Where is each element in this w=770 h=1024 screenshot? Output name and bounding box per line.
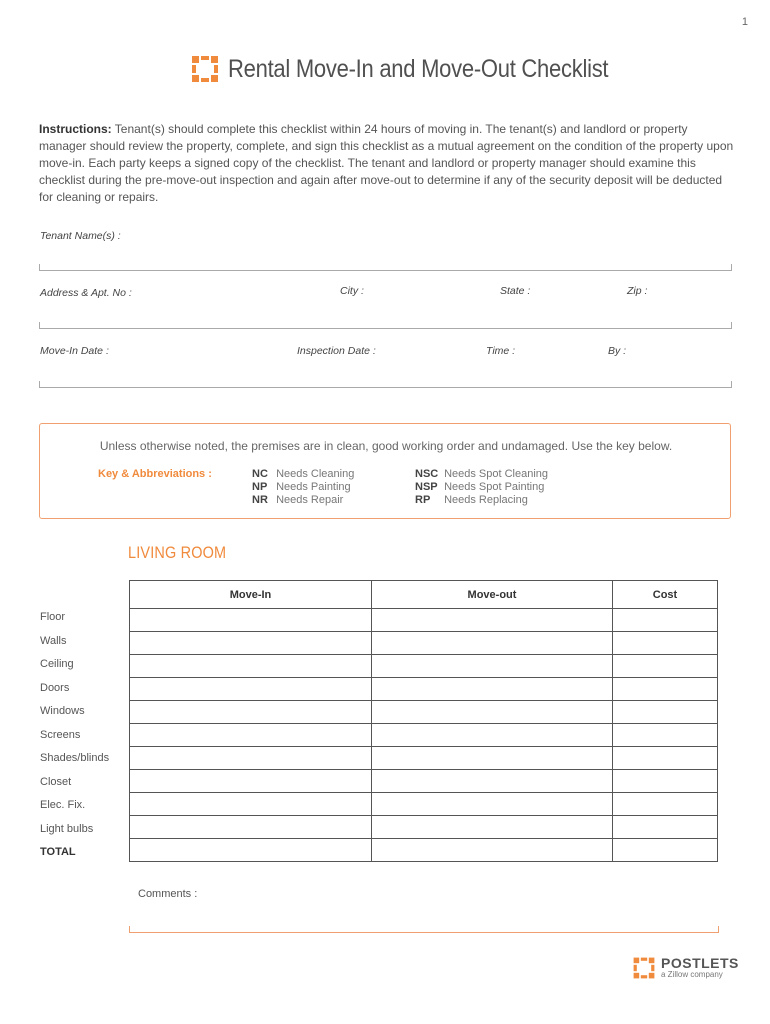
move-out-cell[interactable] — [372, 793, 613, 816]
cost-cell[interactable] — [613, 678, 718, 701]
row-label-ceiling: Ceiling — [40, 658, 74, 670]
cost-cell[interactable] — [613, 655, 718, 678]
move-out-cell[interactable] — [372, 701, 613, 724]
move-in-date-label: Move-In Date : — [40, 345, 109, 357]
footer-tagline: a Zillow company — [661, 970, 723, 979]
move-out-cell[interactable] — [372, 678, 613, 701]
inspection-date-label: Inspection Date : — [297, 345, 376, 357]
key-intro: Unless otherwise noted, the premises are in clean, good working order and undamaged. Use the key below. — [99, 439, 673, 453]
key-desc: Needs Cleaning — [276, 468, 355, 480]
cost-cell[interactable] — [613, 816, 718, 839]
cost-cell[interactable] — [613, 747, 718, 770]
row-label-total: TOTAL — [40, 846, 76, 858]
table-row — [130, 609, 718, 632]
key-desc: Needs Painting — [276, 481, 351, 493]
move-in-cell[interactable] — [130, 701, 372, 724]
table-row — [130, 770, 718, 793]
page-title: Rental Move-In and Move-Out Checklist — [228, 54, 609, 83]
table-row — [130, 793, 718, 816]
key-abbr: NSP — [415, 481, 438, 493]
cost-cell[interactable] — [613, 724, 718, 747]
instructions-label: Instructions: — [39, 122, 112, 136]
key-desc: Needs Repair — [276, 494, 344, 506]
row-label-light-bulbs: Light bulbs — [40, 823, 94, 835]
move-in-cell[interactable] — [130, 770, 372, 793]
key-desc: Needs Spot Cleaning — [444, 468, 549, 480]
comments-field[interactable] — [129, 926, 719, 933]
move-out-cell[interactable] — [372, 839, 613, 862]
key-desc: Needs Replacing — [444, 494, 528, 506]
address-field[interactable] — [39, 322, 732, 329]
footer-brand: POSTLETS — [661, 955, 739, 971]
section-title-living-room: LIVING ROOM — [128, 543, 227, 562]
key-desc: Needs Spot Painting — [444, 481, 545, 493]
by-label: By : — [608, 345, 627, 357]
comments-label: Comments : — [138, 888, 198, 900]
row-label-windows: Windows — [40, 705, 85, 717]
time-label: Time : — [486, 345, 516, 357]
table-row — [130, 747, 718, 770]
instructions-paragraph — [39, 121, 735, 206]
column-header-move-in: Move-In — [130, 581, 372, 609]
row-label-walls: Walls — [40, 635, 67, 647]
table-row — [130, 816, 718, 839]
move-out-cell[interactable] — [372, 632, 613, 655]
cost-cell[interactable] — [613, 632, 718, 655]
footer-text — [661, 956, 739, 980]
row-label-shades-blinds: Shades/blinds — [40, 752, 110, 764]
key-item — [252, 481, 354, 494]
cost-cell[interactable] — [613, 701, 718, 724]
zip-label: Zip : — [627, 285, 648, 297]
move-in-cell[interactable] — [130, 747, 372, 770]
tenant-names-label: Tenant Name(s) : — [40, 230, 121, 242]
column-header-cost: Cost — [613, 581, 718, 609]
key-heading: Key & Abbreviations : — [98, 468, 212, 480]
move-in-cell[interactable] — [130, 724, 372, 747]
move-in-cell[interactable] — [130, 839, 372, 862]
row-label-screens: Screens — [40, 729, 81, 741]
key-abbr: RP — [415, 494, 431, 506]
move-out-cell[interactable] — [372, 770, 613, 793]
key-box — [39, 423, 731, 519]
move-out-cell[interactable] — [372, 724, 613, 747]
page-number: 1 — [741, 16, 748, 28]
postlets-logo-icon — [190, 54, 220, 84]
column-header-move-out: Move-out — [372, 581, 613, 609]
move-in-cell[interactable] — [130, 793, 372, 816]
key-item — [415, 481, 548, 494]
cost-cell[interactable] — [613, 793, 718, 816]
footer-logo — [632, 956, 739, 980]
key-abbr: NP — [252, 481, 268, 493]
city-label: City : — [340, 285, 364, 297]
table-row — [130, 655, 718, 678]
key-item — [415, 494, 548, 507]
table-row-total — [130, 839, 718, 862]
instructions-text: Tenant(s) should complete this checklist within 24 hours of moving in. The tenant(s) and landlord or property manager should review the property, complete, and sign this checklist as a mutual agreement on the condition of the property upon move-in. Each party keeps a signed copy of the checklist. The tenant and landlord or property manager should examine this checklist during the pre-move-out inspection and again after move-out to determine if any of the security deposit will be deducted for cleaning or repairs. — [39, 122, 734, 204]
cost-cell[interactable] — [613, 609, 718, 632]
move-in-cell[interactable] — [130, 655, 372, 678]
row-label-closet: Closet — [40, 776, 72, 788]
move-out-cell[interactable] — [372, 609, 613, 632]
postlets-footer-icon — [632, 956, 656, 980]
table-row — [130, 701, 718, 724]
key-abbr: NR — [252, 494, 268, 506]
cost-cell[interactable] — [613, 839, 718, 862]
row-label-elec-fix: Elec. Fix. — [40, 799, 86, 811]
date-field[interactable] — [39, 381, 732, 388]
key-abbr: NSC — [415, 468, 439, 480]
cost-cell[interactable] — [613, 770, 718, 793]
address-label: Address & Apt. No : — [40, 287, 132, 299]
key-item — [252, 494, 354, 507]
table-row — [130, 632, 718, 655]
title-block — [190, 54, 660, 84]
table-row — [130, 678, 718, 701]
move-in-cell[interactable] — [130, 609, 372, 632]
row-label-floor: Floor — [40, 611, 66, 623]
key-column-right — [415, 468, 548, 507]
state-label: State : — [500, 285, 531, 297]
key-item — [415, 468, 548, 481]
move-out-cell[interactable] — [372, 816, 613, 839]
tenant-names-field[interactable] — [39, 264, 732, 271]
move-out-cell[interactable] — [372, 655, 613, 678]
table-row — [130, 724, 718, 747]
move-in-cell[interactable] — [130, 678, 372, 701]
key-column-left — [252, 468, 354, 507]
move-in-cell[interactable] — [130, 816, 372, 839]
row-label-doors: Doors — [40, 682, 70, 694]
move-out-cell[interactable] — [372, 747, 613, 770]
move-in-cell[interactable] — [130, 632, 372, 655]
living-room-table — [129, 580, 718, 862]
key-abbr: NC — [252, 468, 268, 480]
key-item — [252, 468, 354, 481]
